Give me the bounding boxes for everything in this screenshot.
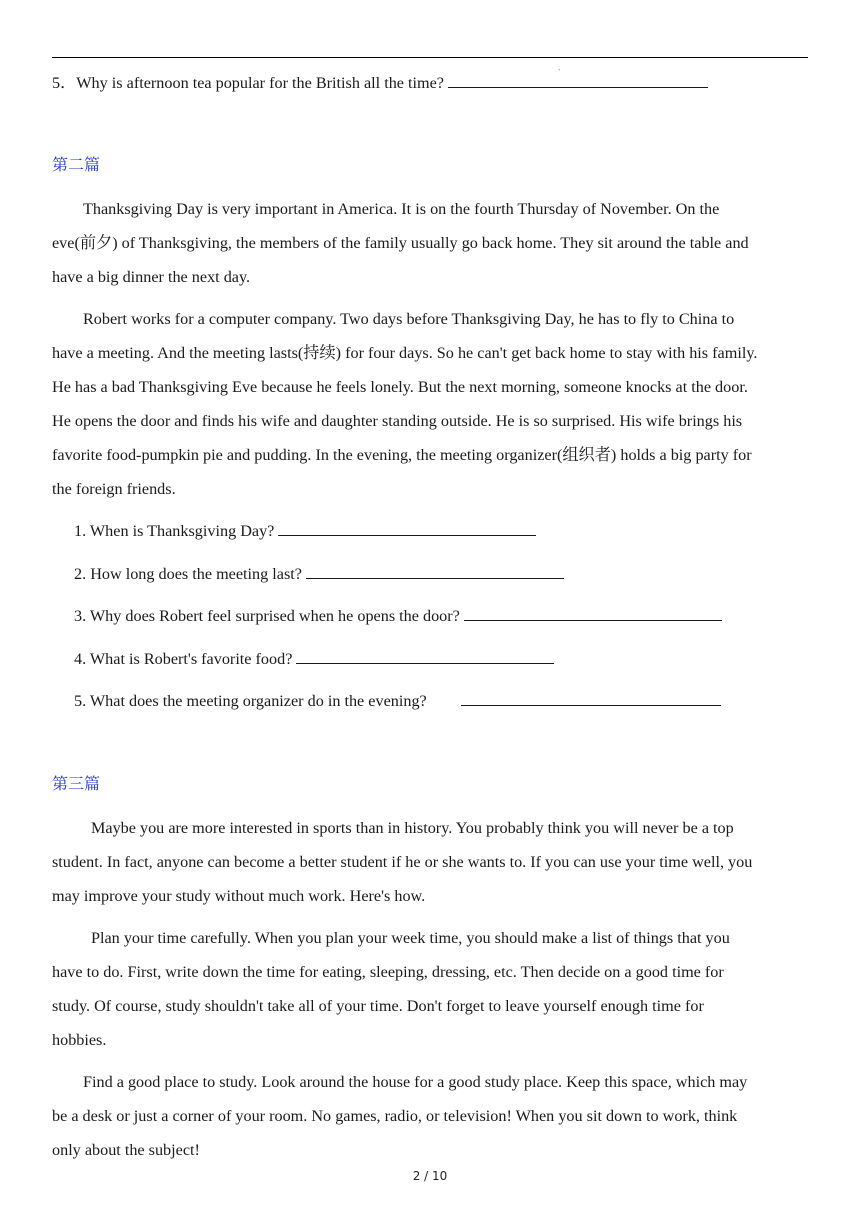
question-text: 5．Why is afternoon tea popular for the British all the time? <box>52 74 444 92</box>
header-rule <box>52 57 808 58</box>
question-text: 5. What does the meeting organizer do in the evening? <box>74 692 427 710</box>
paragraph-line: He has a bad Thanksgiving Eve because he feels lonely. But the next morning, someone knocks at the door. <box>52 378 748 396</box>
paragraph-line: He opens the door and finds his wife and daughter standing outside. He is so surprised. His wife brings his <box>52 412 743 430</box>
answer-blank[interactable] <box>461 690 721 706</box>
answer-blank[interactable] <box>278 520 536 536</box>
paragraph-line: Thanksgiving Day is very important in America. It is on the fourth Thursday of November. On the <box>83 200 720 218</box>
paragraph-line: favorite food-pumpkin pie and pudding. In the evening, the meeting organizer(组织者) holds a big party for <box>52 446 752 464</box>
question-text: 1. When is Thanksgiving Day? <box>74 522 275 540</box>
paragraph-line: be a desk or just a corner of your room. No games, radio, or television! When you sit down to work, think <box>52 1107 738 1125</box>
question-text: 3. Why does Robert feel surprised when he opens the door? <box>74 607 460 625</box>
answer-blank[interactable] <box>464 605 722 621</box>
answer-blank[interactable] <box>306 563 564 579</box>
paragraph-line: student. In fact, anyone can become a better student if he or she wants to. If you can use your time well, you <box>52 853 753 871</box>
paragraph-line: Plan your time carefully. When you plan your week time, you should make a list of things that you <box>91 929 730 947</box>
question-1 <box>74 520 536 541</box>
paragraph-line: may improve your study without much work. Here's how. <box>52 887 426 905</box>
paragraph-line: the foreign friends. <box>52 480 176 498</box>
question-5-top <box>52 72 708 93</box>
stray-mark: ` <box>558 68 561 77</box>
question-2 <box>74 563 564 584</box>
paragraph-line: eve(前夕) of Thanksgiving, the members of the family usually go back home. They sit around the table and <box>52 234 749 252</box>
section-3-heading: 第三篇 <box>52 774 101 793</box>
question-5 <box>74 690 721 711</box>
question-3 <box>74 605 722 626</box>
question-text: 4. What is Robert's favorite food? <box>74 650 293 668</box>
paragraph-line: have a big dinner the next day. <box>52 268 251 286</box>
paragraph-line: hobbies. <box>52 1031 107 1049</box>
question-text: 2. How long does the meeting last? <box>74 565 302 583</box>
question-4 <box>74 648 554 669</box>
paragraph-line: have to do. First, write down the time for eating, sleeping, dressing, etc. Then decide on a good time for <box>52 963 724 981</box>
paragraph-line: Find a good place to study. Look around the house for a good study place. Keep this space, which may <box>83 1073 748 1091</box>
section-2-heading: 第二篇 <box>52 155 101 174</box>
page-number: 2 / 10 <box>412 1169 448 1183</box>
paragraph-line: Maybe you are more interested in sports than in history. You probably think you will never be a top <box>91 819 734 837</box>
paragraph-line: Robert works for a computer company. Two days before Thanksgiving Day, he has to fly to China to <box>83 310 735 328</box>
paragraph-line: have a meeting. And the meeting lasts(持续) for four days. So he can't get back home to stay with his family. <box>52 344 758 362</box>
paragraph-line: only about the subject! <box>52 1141 200 1159</box>
paragraph-line: study. Of course, study shouldn't take all of your time. Don't forget to leave yourself enough time for <box>52 997 704 1015</box>
answer-blank[interactable] <box>296 648 554 664</box>
answer-blank[interactable] <box>448 72 708 88</box>
